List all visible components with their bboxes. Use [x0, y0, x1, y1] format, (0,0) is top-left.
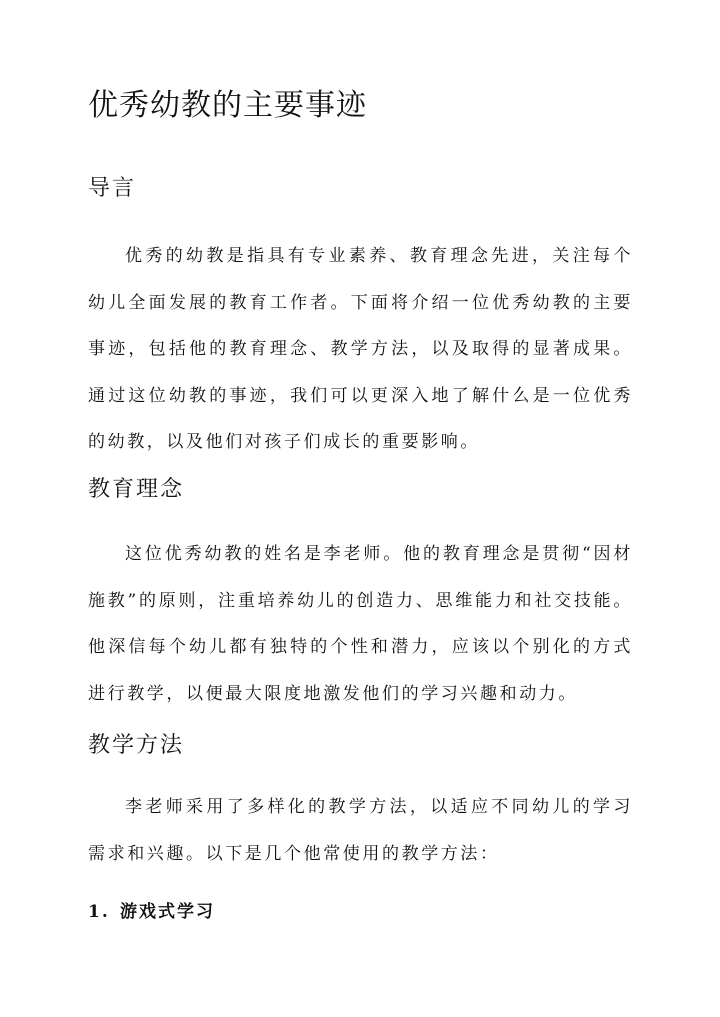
section-heading-philosophy: 教育理念	[88, 477, 185, 502]
subsection-title: 游戏式学习	[120, 902, 215, 922]
document-title: 优秀幼教的主要事迹	[88, 88, 367, 123]
section-paragraph-intro: 优秀的幼教是指具有专业素养、教育理念先进，关注每个幼儿全面发展的教育工作者。下面将介绍一位优秀幼教的主要事迹，包括他的教育理念、教学方法，以及取得的显著成果。通过这位幼教的事迹，我们可以更深入地了解什么是一位优秀的幼教，以及他们对孩子们成长的重要影响。	[88, 246, 633, 452]
section-heading-intro: 导言	[88, 176, 137, 201]
section-heading-methods: 教学方法	[88, 733, 185, 758]
subsection-number: 1.	[88, 902, 110, 922]
section-paragraph-methods: 李老师采用了多样化的教学方法，以适应不同幼儿的学习需求和兴趣。以下是几个他常使用的教学方法：	[88, 797, 633, 864]
section-paragraph-philosophy: 这位优秀幼教的姓名是李老师。他的教育理念是贯彻“因材施教”的原则，注重培养幼儿的创造力、思维能力和社交技能。他深信每个幼儿都有独特的个性和潜力，应该以个别化的方式进行教学，以便最大限度地激发他们的学习兴趣和动力。	[88, 544, 633, 704]
subsection-heading	[88, 899, 215, 925]
